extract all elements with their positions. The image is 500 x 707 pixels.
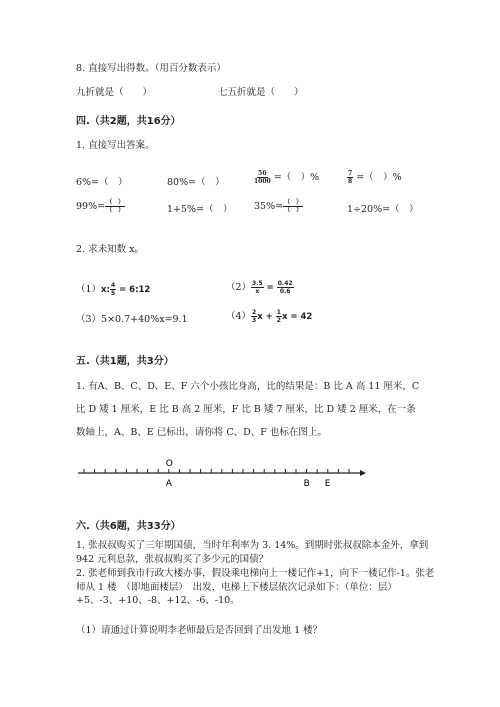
fraction: $\frac{7}{8}$ xyxy=(348,170,353,185)
calc-r1c3: $\frac{56}{1000}$ =（ ）% xyxy=(254,170,320,185)
equation-3: （3）5×0.7+40%x=9.1 xyxy=(76,314,188,325)
q8-item-1: 九折就是（ ） xyxy=(76,87,153,98)
calc-r2c4: 1÷20%=（ ） xyxy=(347,204,419,215)
q8-heading: 8. 直接写出得数。（用百分数表示） xyxy=(76,63,226,74)
calc-r2c3: 35%= $\frac{( )}{( )}$ xyxy=(254,199,303,214)
sec6-q2: 2. 张老师到我市行政大楼办事，假设乘电梯向上一楼记作+1，向下一楼记作-1。张老师从 1 楼 （即地面楼层） 出发，电梯上下楼层依次记录如下：（单位：层）+5、-3、+10、-8、+12、-6、-10。 xyxy=(76,568,435,606)
calc-r1c1: 6%=（ ） xyxy=(76,177,128,188)
label-b: B xyxy=(303,479,310,489)
sec5-question: 1. 有A、B、C、D、E、F 六个小孩比身高，比的结果是：B 比 A 高 11 厘米，C 比 D 矮 1 厘米，E 比 B 高 2 厘米，F 比 B 矮 7 厘米，比 D 矮 2 厘米，在一条数轴上，A、B、E 已标出，请你将 C、D、F 也标在图上。 xyxy=(76,381,420,438)
section-6-title: 六.（共6题，共33分） xyxy=(76,521,181,532)
label-a: A xyxy=(165,479,172,489)
fraction: $\frac{56}{1000}$ xyxy=(254,170,271,185)
calc-r2c1: 99%= $\frac{( )}{( )}$ xyxy=(76,199,125,214)
fraction: $\frac{( )}{( )}$ xyxy=(106,199,125,214)
equation-2: （2） $\frac{3.5}{x}$ = $\frac{0.42}{0.6}$ xyxy=(226,280,293,295)
fraction: $\frac{0.42}{0.6}$ xyxy=(277,280,293,295)
calc-r1c4: $\frac{7}{8}$ =（ ）% xyxy=(348,170,402,185)
section-4-title: 四.（共2题，共16分） xyxy=(76,116,181,127)
section-5-title: 五.（共1题，共3分） xyxy=(76,356,174,367)
calc-r1c2: 80%=（ ） xyxy=(167,177,225,188)
label-e: E xyxy=(324,479,331,489)
calc-r2c2: 1+5%=（ ） xyxy=(167,204,233,215)
equation-1: （1）x: $\frac{4}{5}$ = 6:12 xyxy=(76,282,151,297)
q8-item-2: 七五折就是（ ） xyxy=(218,87,304,98)
fraction: $\frac{4}{5}$ xyxy=(110,282,116,297)
sec4-q2-heading: 2. 求未知数 x。 xyxy=(76,244,144,255)
label-o: O xyxy=(165,459,173,469)
fraction: $\frac{( )}{( )}$ xyxy=(284,199,303,214)
sec4-q1-heading: 1. 直接写出答案。 xyxy=(76,140,155,151)
fraction: $\frac{3.5}{x}$ xyxy=(252,280,263,295)
fraction: $\frac{1}{2}$ xyxy=(276,309,281,324)
number-line xyxy=(70,455,370,490)
sec6-q1: 1. 张叔叔购买了三年期国债，当时年利率为 3. 14%。到期时张叔叔除本金外，拿到 942 元利息款，张叔叔购买了多少元的国债？ xyxy=(76,540,429,565)
equation-4: （4） $\frac{2}{3}$ x + $\frac{1}{2}$ x = 42 xyxy=(226,309,313,324)
sec6-q2-part1: （1）请通过计算说明李老师最后是否回到了出发地 1 楼？ xyxy=(76,625,323,636)
fraction: $\frac{2}{3}$ xyxy=(252,309,257,324)
number-line-arrow xyxy=(360,470,366,476)
